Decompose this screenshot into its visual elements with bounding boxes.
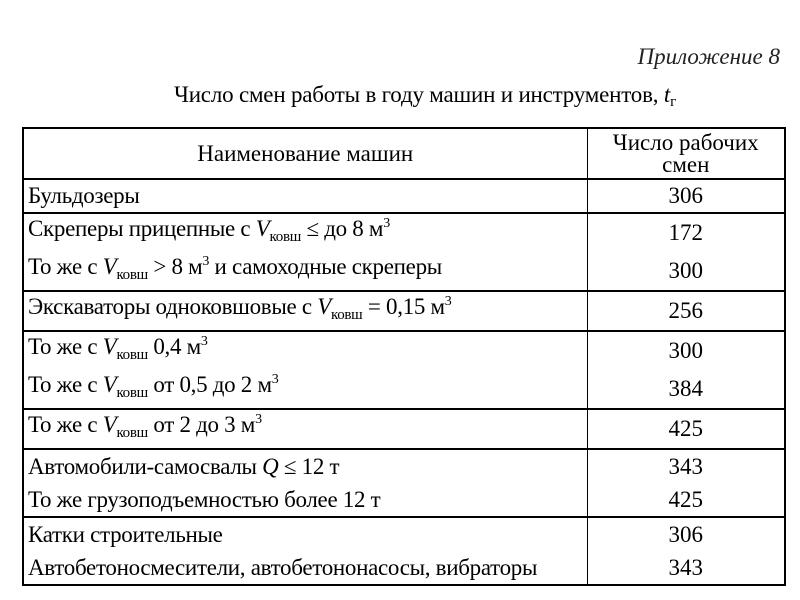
- table-row: [23, 179, 785, 213]
- table-row: [23, 409, 785, 449]
- cell-text: Автобетоносмесители, автобетононасосы, вибраторы: [28, 554, 538, 580]
- machine-name-cell: [23, 483, 587, 517]
- shift-count-cell: 300: [587, 252, 785, 291]
- cell-text: То же с: [28, 334, 103, 359]
- machine-name-cell: [23, 331, 587, 370]
- title-symbol: t: [663, 82, 671, 107]
- cell-text: Автомобили-самосвалы: [28, 453, 263, 479]
- header-shift-count: Число рабочих смен: [587, 128, 785, 179]
- cell-text: Бульдозеры: [28, 183, 140, 208]
- cell-text: и самоходные скреперы: [209, 254, 442, 279]
- superscript: 3: [255, 412, 262, 427]
- machine-name-cell: [23, 551, 587, 585]
- table-row: [23, 551, 785, 585]
- variable-symbol: V: [102, 334, 117, 359]
- table-row: [23, 213, 785, 252]
- variable-symbol: V: [102, 412, 117, 437]
- machine-name-cell: [23, 213, 587, 252]
- shift-count-cell: 343: [587, 551, 785, 585]
- variable-subscript: ковш: [116, 347, 148, 363]
- cell-text: ≤ 12 т: [278, 453, 340, 479]
- cell-text: = 0,15 м: [362, 294, 445, 319]
- table-row: [23, 291, 785, 331]
- cell-text: То же с: [28, 412, 103, 437]
- variable-subscript: ковш: [116, 267, 148, 283]
- cell-text: Скреперы прицепные с: [28, 216, 256, 241]
- cell-text: То же грузоподъемностью более 12 т: [28, 486, 381, 512]
- shift-count-cell: 172: [587, 213, 785, 252]
- machine-name-cell: [23, 517, 587, 551]
- superscript: 3: [202, 254, 210, 269]
- cell-text: То же с: [28, 254, 103, 279]
- variable-subscript: ковш: [116, 385, 148, 401]
- cell-text: ≤ до 8 м: [301, 216, 384, 241]
- variable-symbol: V: [317, 294, 331, 319]
- title-symbol-subscript: г: [670, 94, 677, 110]
- cell-text: > 8 м: [147, 254, 203, 279]
- cell-text: То же с: [28, 372, 103, 397]
- superscript: 3: [200, 334, 208, 349]
- shift-count-cell: 256: [587, 291, 785, 331]
- shift-count-cell: 306: [587, 179, 785, 213]
- table-row: [23, 331, 785, 370]
- table-row: [23, 252, 785, 291]
- table-header-row: [23, 128, 785, 179]
- cell-text: от 0,5 до 2 м: [147, 372, 272, 397]
- shift-count-cell: 425: [587, 409, 785, 449]
- table-row: [23, 483, 785, 517]
- shift-count-cell: 384: [587, 370, 785, 409]
- shift-count-cell: 306: [587, 517, 785, 551]
- superscript: 3: [271, 372, 279, 387]
- cell-text: Катки строительные: [28, 521, 223, 547]
- cell-text: Экскаваторы одноковшовые с: [28, 294, 318, 319]
- shift-count-cell: 425: [587, 483, 785, 517]
- variable-symbol: V: [102, 372, 117, 397]
- table-title: [0, 82, 800, 111]
- shift-count-table: [22, 127, 786, 586]
- variable-subscript: ковш: [269, 229, 301, 245]
- table-row: [23, 517, 785, 551]
- machine-name-cell: [23, 291, 587, 331]
- variable-symbol: V: [102, 254, 117, 279]
- title-text: Число смен работы в году машин и инструментов,: [173, 82, 664, 107]
- variable-symbol: V: [255, 216, 270, 241]
- shift-count-cell: 300: [587, 331, 785, 370]
- variable-subscript: ковш: [330, 307, 363, 323]
- superscript: 3: [383, 216, 390, 231]
- table-row: [23, 370, 785, 409]
- cell-text: 0,4 м: [147, 334, 201, 359]
- header-machine-name: Наименование машин: [23, 128, 587, 179]
- machine-name-cell: [23, 449, 587, 483]
- table-body: [23, 179, 785, 585]
- variable-subscript: ковш: [116, 425, 148, 441]
- table-row: [23, 449, 785, 483]
- appendix-label: Приложение 8: [637, 44, 780, 69]
- cell-text: от 2 до 3 м: [147, 412, 256, 437]
- machine-name-cell: [23, 409, 587, 449]
- machine-name-cell: [23, 252, 587, 291]
- shift-count-cell: 343: [587, 449, 785, 483]
- machine-name-cell: [23, 370, 587, 409]
- superscript: 3: [444, 294, 452, 309]
- variable-symbol: Q: [262, 453, 279, 479]
- machine-name-cell: [23, 179, 587, 213]
